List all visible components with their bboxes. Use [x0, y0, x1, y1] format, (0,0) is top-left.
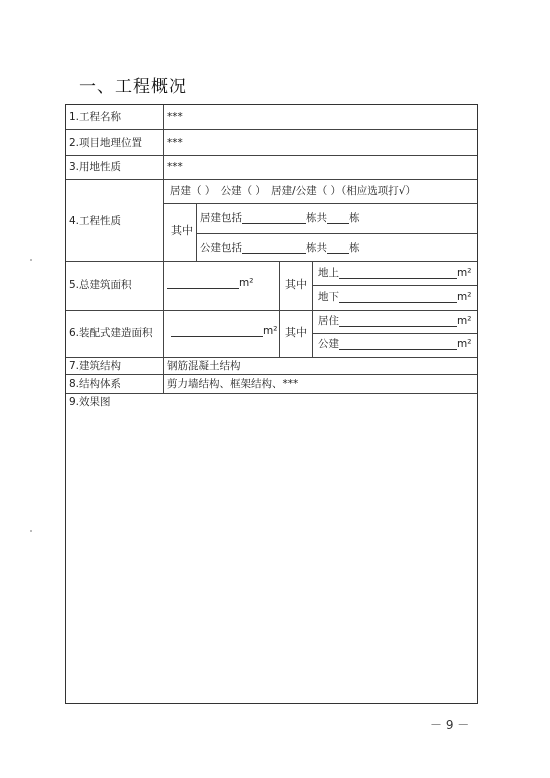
prefab-public-label: 公建: [318, 338, 339, 350]
below-ground-input[interactable]: [339, 291, 457, 303]
project-name-label: 1.工程名称: [69, 111, 122, 123]
project-name-value[interactable]: ***: [167, 111, 183, 123]
above-ground-line: [318, 267, 471, 279]
row-divider: [163, 203, 477, 204]
column-divider: [163, 261, 164, 393]
row-divider: [312, 333, 477, 334]
row-divider: [196, 233, 477, 234]
above-ground-input[interactable]: [339, 267, 457, 279]
residential-buildings-line: [200, 212, 360, 224]
prefab-residential-unit: m²: [457, 315, 472, 327]
row-divider: [66, 374, 477, 375]
row-divider: [66, 179, 477, 180]
system-label: 8.结构体系: [69, 378, 122, 390]
row-divider: [66, 310, 477, 311]
row-divider: [66, 261, 477, 262]
prefab-residential-label: 居住: [318, 315, 339, 327]
total-area-field: [167, 277, 253, 289]
prefab-area-label: 6.装配式建造面积: [69, 327, 153, 339]
public-count-field[interactable]: [242, 242, 306, 254]
public-total-field[interactable]: [327, 242, 349, 254]
prefab-area-input[interactable]: [171, 325, 263, 337]
column-divider: [196, 203, 197, 261]
residential-total-field[interactable]: [327, 212, 349, 224]
rendering-area[interactable]: [66, 409, 477, 703]
row-divider: [66, 129, 477, 130]
row-divider: [66, 155, 477, 156]
public-building-word: 栋共: [306, 242, 327, 254]
total-area-label: 5.总建筑面积: [69, 279, 132, 291]
page-title: 一、工程概况: [79, 77, 187, 97]
structure-value[interactable]: 钢筋混凝土结构: [167, 360, 241, 372]
column-divider: [312, 261, 313, 357]
prefab-public-line: [318, 338, 471, 350]
nature-among-label: 其中: [171, 224, 193, 237]
public-prefix: 公建包括: [200, 242, 242, 254]
residential-prefix: 居建包括: [200, 212, 242, 224]
row-divider: [66, 393, 477, 394]
page-number: － 9 －: [430, 718, 470, 732]
margin-dot: [30, 530, 32, 532]
land-use-label: 3.用地性质: [69, 161, 122, 173]
column-divider: [163, 105, 164, 261]
total-area-input[interactable]: [167, 277, 239, 289]
rendering-label: 9.效果图: [69, 396, 111, 408]
project-overview-form: [65, 104, 478, 704]
residential-count-field[interactable]: [242, 212, 306, 224]
total-area-unit: m²: [239, 277, 254, 289]
prefab-area-unit: m²: [263, 325, 278, 337]
public-buildings-line: [200, 242, 360, 254]
location-value[interactable]: ***: [167, 137, 183, 149]
public-building-unit: 栋: [349, 242, 360, 254]
prefab-area-among-label: 其中: [285, 326, 307, 339]
prefab-public-input[interactable]: [339, 338, 457, 350]
below-ground-label: 地下: [318, 291, 339, 303]
nature-options[interactable]: 居建（ ） 公建（ ） 居建/公建（ ）（相应选项打√）: [170, 185, 416, 197]
land-use-value[interactable]: ***: [167, 161, 183, 173]
nature-label: 4.工程性质: [69, 215, 122, 227]
below-ground-line: [318, 291, 471, 303]
column-divider: [279, 261, 280, 357]
prefab-public-unit: m²: [457, 338, 472, 350]
margin-dot: [30, 259, 32, 261]
system-value[interactable]: 剪力墙结构、框架结构、***: [167, 378, 299, 390]
residential-building-word: 栋共: [306, 212, 327, 224]
residential-building-unit: 栋: [349, 212, 360, 224]
prefab-residential-line: [318, 315, 471, 327]
prefab-area-field: [171, 325, 277, 337]
above-ground-unit: m²: [457, 267, 472, 279]
below-ground-unit: m²: [457, 291, 472, 303]
row-divider: [66, 357, 477, 358]
row-divider: [312, 285, 477, 286]
prefab-residential-input[interactable]: [339, 315, 457, 327]
total-area-among-label: 其中: [285, 278, 307, 291]
above-ground-label: 地上: [318, 267, 339, 279]
location-label: 2.项目地理位置: [69, 137, 143, 149]
structure-label: 7.建筑结构: [69, 360, 122, 372]
